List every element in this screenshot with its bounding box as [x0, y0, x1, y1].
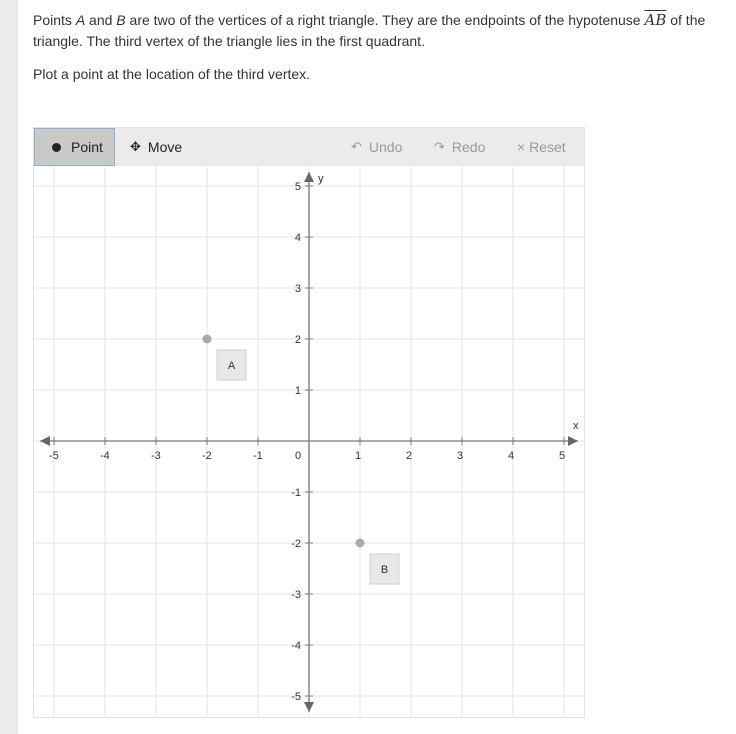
move-tool-label: Move — [147, 139, 183, 155]
q-point-a: A — [75, 12, 86, 28]
reset-label: × Reset — [517, 139, 566, 155]
move-tool-button[interactable] — [130, 128, 182, 166]
move-cross-icon: ✥ — [130, 139, 141, 154]
y-axis-up-arrow — [304, 172, 314, 182]
reset-button[interactable] — [517, 128, 566, 166]
y-tick-label: 5 — [294, 181, 301, 193]
x-tick-label: -4 — [100, 450, 110, 462]
undo-label: Undo — [368, 139, 403, 155]
redo-arrow-icon: ↷ — [434, 139, 445, 154]
q-text-3: are two of the vertices of a right triangle. They are the endpoints of the hypotenuse — [125, 12, 645, 28]
question-text — [33, 10, 728, 85]
coordinate-plane[interactable] — [34, 166, 584, 718]
y-axis-down-arrow — [304, 702, 314, 712]
question-paragraph — [33, 10, 728, 52]
undo-button[interactable] — [351, 128, 402, 166]
graph-widget — [33, 127, 585, 718]
redo-button[interactable] — [434, 128, 485, 166]
x-tick-label: 4 — [508, 450, 515, 462]
graph-toolbar — [34, 128, 584, 166]
x-axis-right-arrow — [568, 436, 578, 446]
point-a-label: A — [227, 360, 236, 372]
y-tick-label: 1 — [294, 385, 301, 397]
x-tick-label: 0 — [295, 450, 302, 462]
redo-label: Redo — [451, 139, 486, 155]
x-tick-label: 2 — [406, 450, 413, 462]
point-a[interactable] — [203, 335, 212, 344]
axes — [40, 172, 579, 712]
y-tick-label: -4 — [291, 640, 301, 652]
point-dot-icon — [52, 143, 61, 152]
y-tick-label: 2 — [294, 334, 301, 346]
y-tick-label: -5 — [291, 691, 301, 703]
point-b[interactable] — [356, 539, 365, 548]
q-text-4: of the triangle. The third vertex of the triangle lies in the first quadrant. — [33, 12, 706, 49]
x-tick-label: 3 — [457, 450, 464, 462]
left-rail — [0, 0, 18, 734]
point-b-label: B — [380, 564, 389, 576]
x-tick-label: -3 — [151, 450, 161, 462]
x-tick-label: -1 — [253, 450, 263, 462]
x-tick-label: -2 — [202, 450, 212, 462]
instruction-text: Plot a point at the location of the third vertex. — [33, 66, 311, 82]
y-tick-label: -3 — [291, 589, 301, 601]
x-tick-label: -5 — [49, 450, 59, 462]
x-tick-label: 1 — [355, 450, 362, 462]
q-text-1: Points — [33, 12, 76, 28]
x-axis-left-arrow — [40, 436, 50, 446]
x-tick-label: 5 — [559, 450, 566, 462]
y-axis-label: y — [318, 173, 324, 185]
q-text-2: and — [85, 12, 117, 28]
point-tool-label: Point — [71, 139, 103, 155]
hypotenuse-label: $\overline{AB}$ — [644, 11, 667, 29]
tick-marks — [49, 181, 565, 703]
q-point-b: B — [116, 12, 126, 28]
y-tick-label: -2 — [291, 538, 301, 550]
point-tool-button[interactable] — [34, 128, 115, 166]
undo-arrow-icon: ↶ — [351, 139, 362, 154]
y-tick-label: 4 — [294, 232, 301, 244]
y-tick-label: -1 — [291, 487, 301, 499]
y-tick-label: 3 — [294, 283, 301, 295]
x-axis-label: x — [573, 420, 579, 432]
